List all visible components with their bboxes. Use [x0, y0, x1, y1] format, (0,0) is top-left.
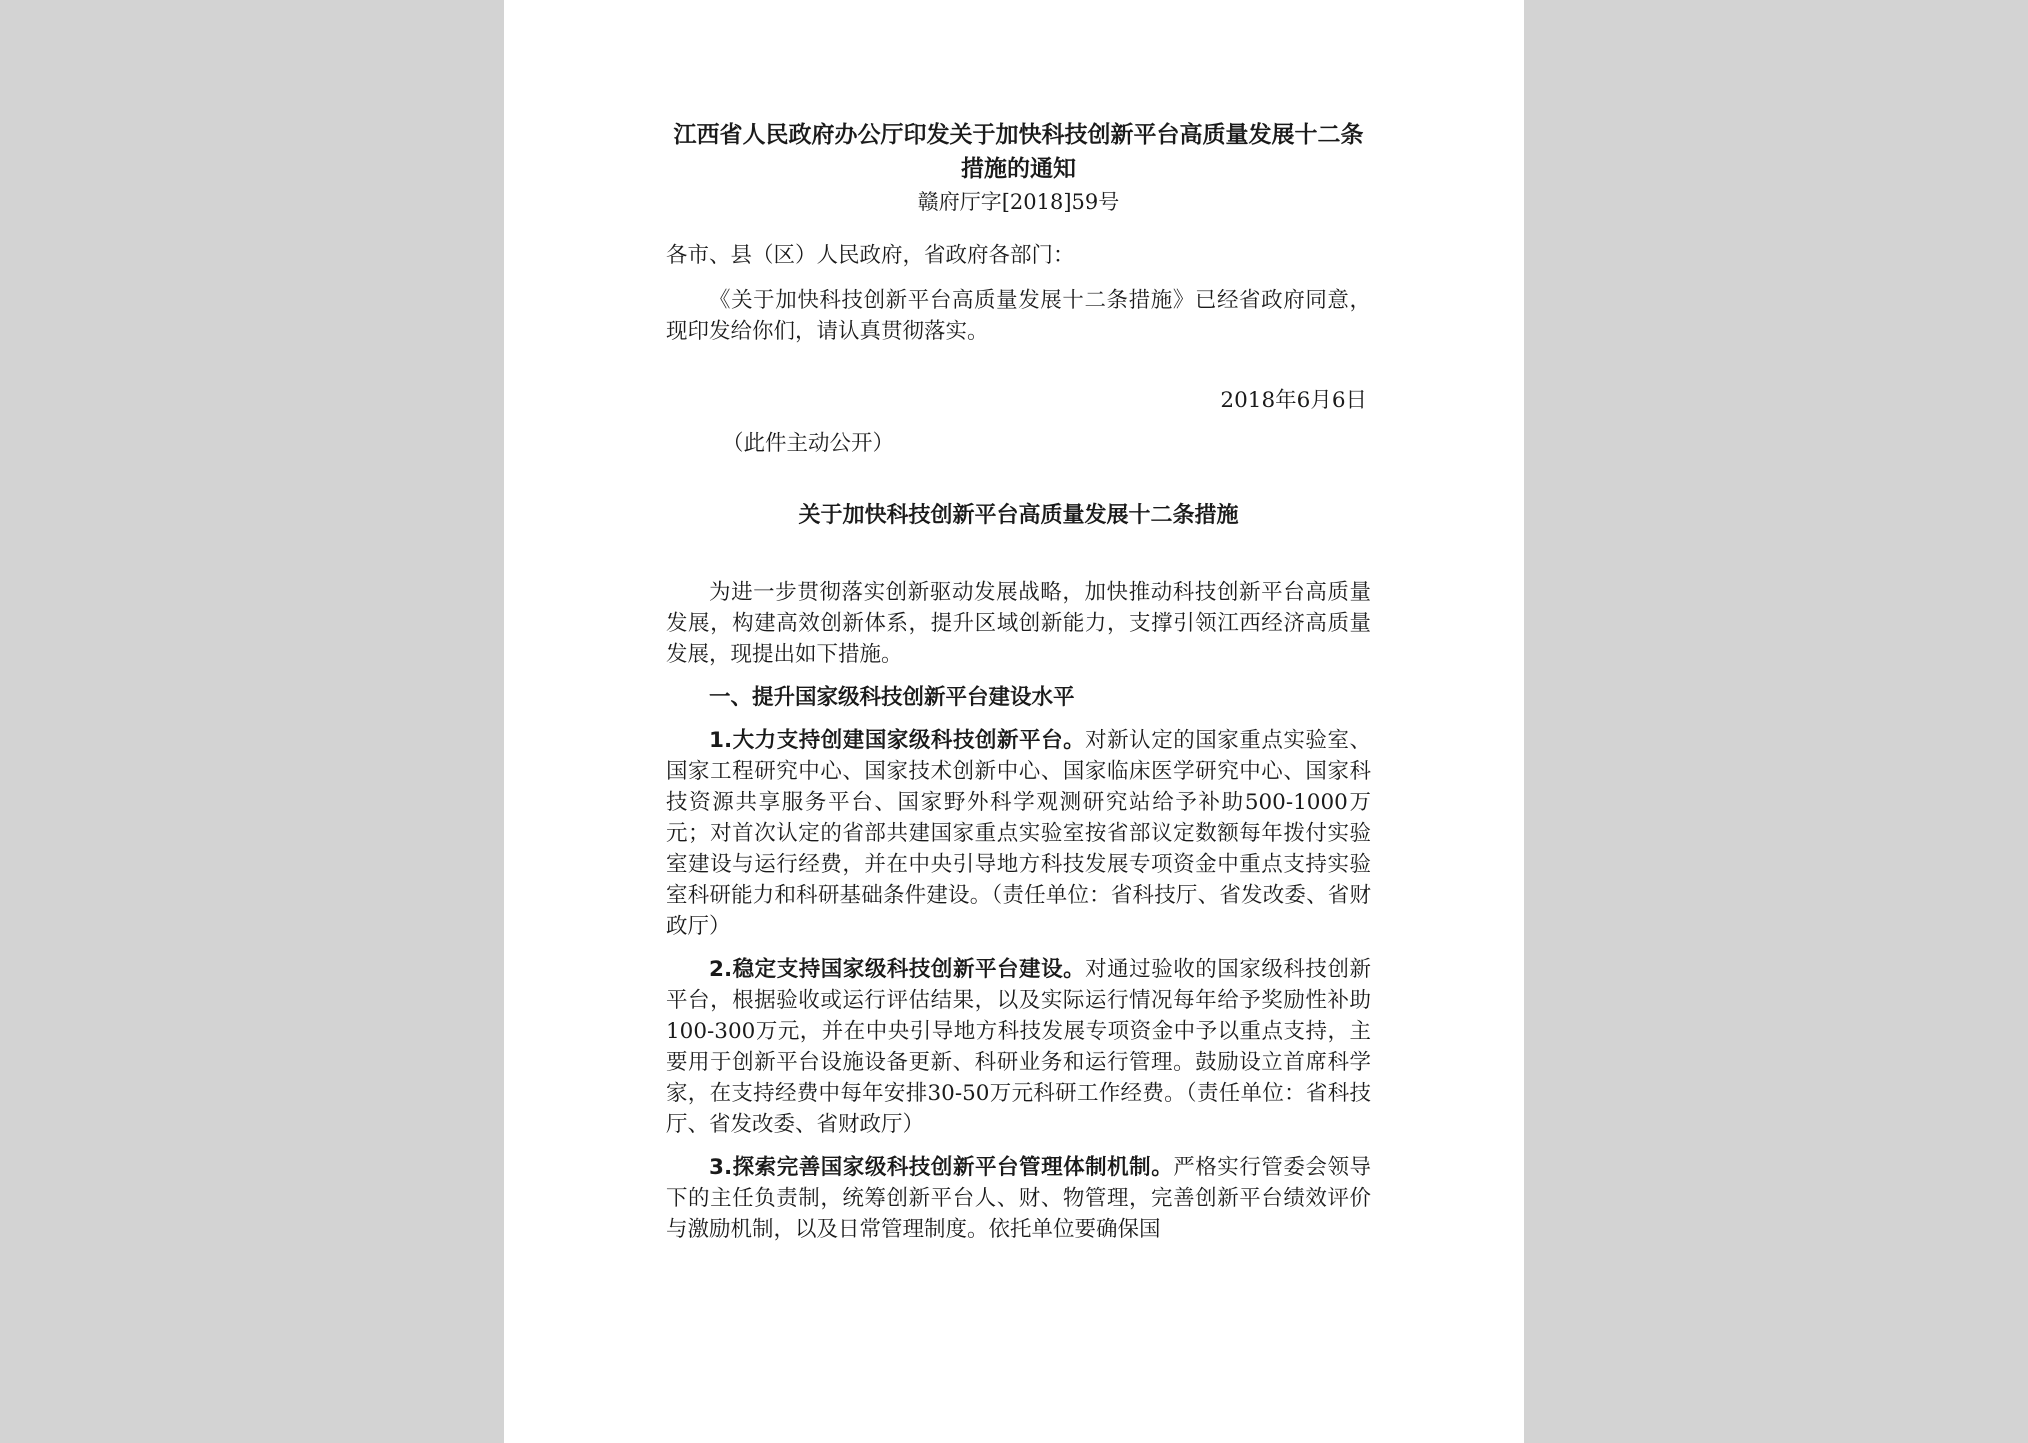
measure-heading: 3.探索完善国家级科技创新平台管理体制机制。 [709, 1155, 1174, 1180]
disclosure-note: （此件主动公开） [722, 431, 895, 456]
measures-title: 关于加快科技创新平台高质量发展十二条措施 [798, 503, 1239, 528]
page-content [666, 118, 1371, 1245]
measure-text: 对新认定的国家重点实验室、国家工程研究中心、国家技术创新中心、国家临床医学研究中心、国家科技资源共享服务平台、国家野外科学观测研究站给予补助500-1000万元；对首次认定的省部共建国家重点实验室按省部议定数额每年拨付实验室建设与运行经费，并在中央引导地方科技发展专项资金中重点支持实验室科研能力和科研基础条件建设。（责任单位：省科技厅、省发改委、省财政厅） [666, 728, 1371, 939]
document-number: 赣府厅字[2018]59号 [917, 190, 1120, 214]
addressee: 各市、县（区）人民政府，省政府各部门： [666, 243, 1075, 268]
measure-text: 对通过验收的国家级科技创新平台，根据验收或运行评估结果，以及实际运行情况每年给予奖励性补助100-300万元，并在中央引导地方科技发展专项资金中予以重点支持，主要用于创新平台设施设备更新、科研业务和运行管理。鼓励设立首席科学家，在支持经费中每年安排30-50万元科研工作经费。（责任单位：省科技厅、省发改委、省财政厅） [666, 957, 1371, 1137]
document-page [504, 0, 1524, 1443]
measure-item [666, 954, 1371, 1140]
intro-paragraph: 为进一步贯彻落实创新驱动发展战略，加快推动科技创新平台高质量发展，构建高效创新体系，提升区域创新能力，支撑引领江西经济高质量发展，现提出如下措施。 [666, 580, 1371, 667]
measure-item [666, 1152, 1371, 1245]
section-heading: 一、提升国家级科技创新平台建设水平 [709, 685, 1075, 710]
measure-item [666, 725, 1371, 942]
document-title: 江西省人民政府办公厅印发关于加快科技创新平台高质量发展十二条措施的通知 [673, 122, 1364, 182]
measure-heading: 2.稳定支持国家级科技创新平台建设。 [709, 957, 1086, 982]
issue-date: 2018年6月6日 [1220, 388, 1367, 413]
measure-text: 严格实行管委会领导下的主任负责制，统筹创新平台人、财、物管理，完善创新平台绩效评价与激励机制，以及日常管理制度。依托单位要确保国 [666, 1155, 1371, 1242]
measure-heading: 1.大力支持创建国家级科技创新平台。 [709, 728, 1086, 753]
notice-body: 《关于加快科技创新平台高质量发展十二条措施》已经省政府同意，现印发给你们，请认真贯彻落实。 [666, 288, 1371, 344]
